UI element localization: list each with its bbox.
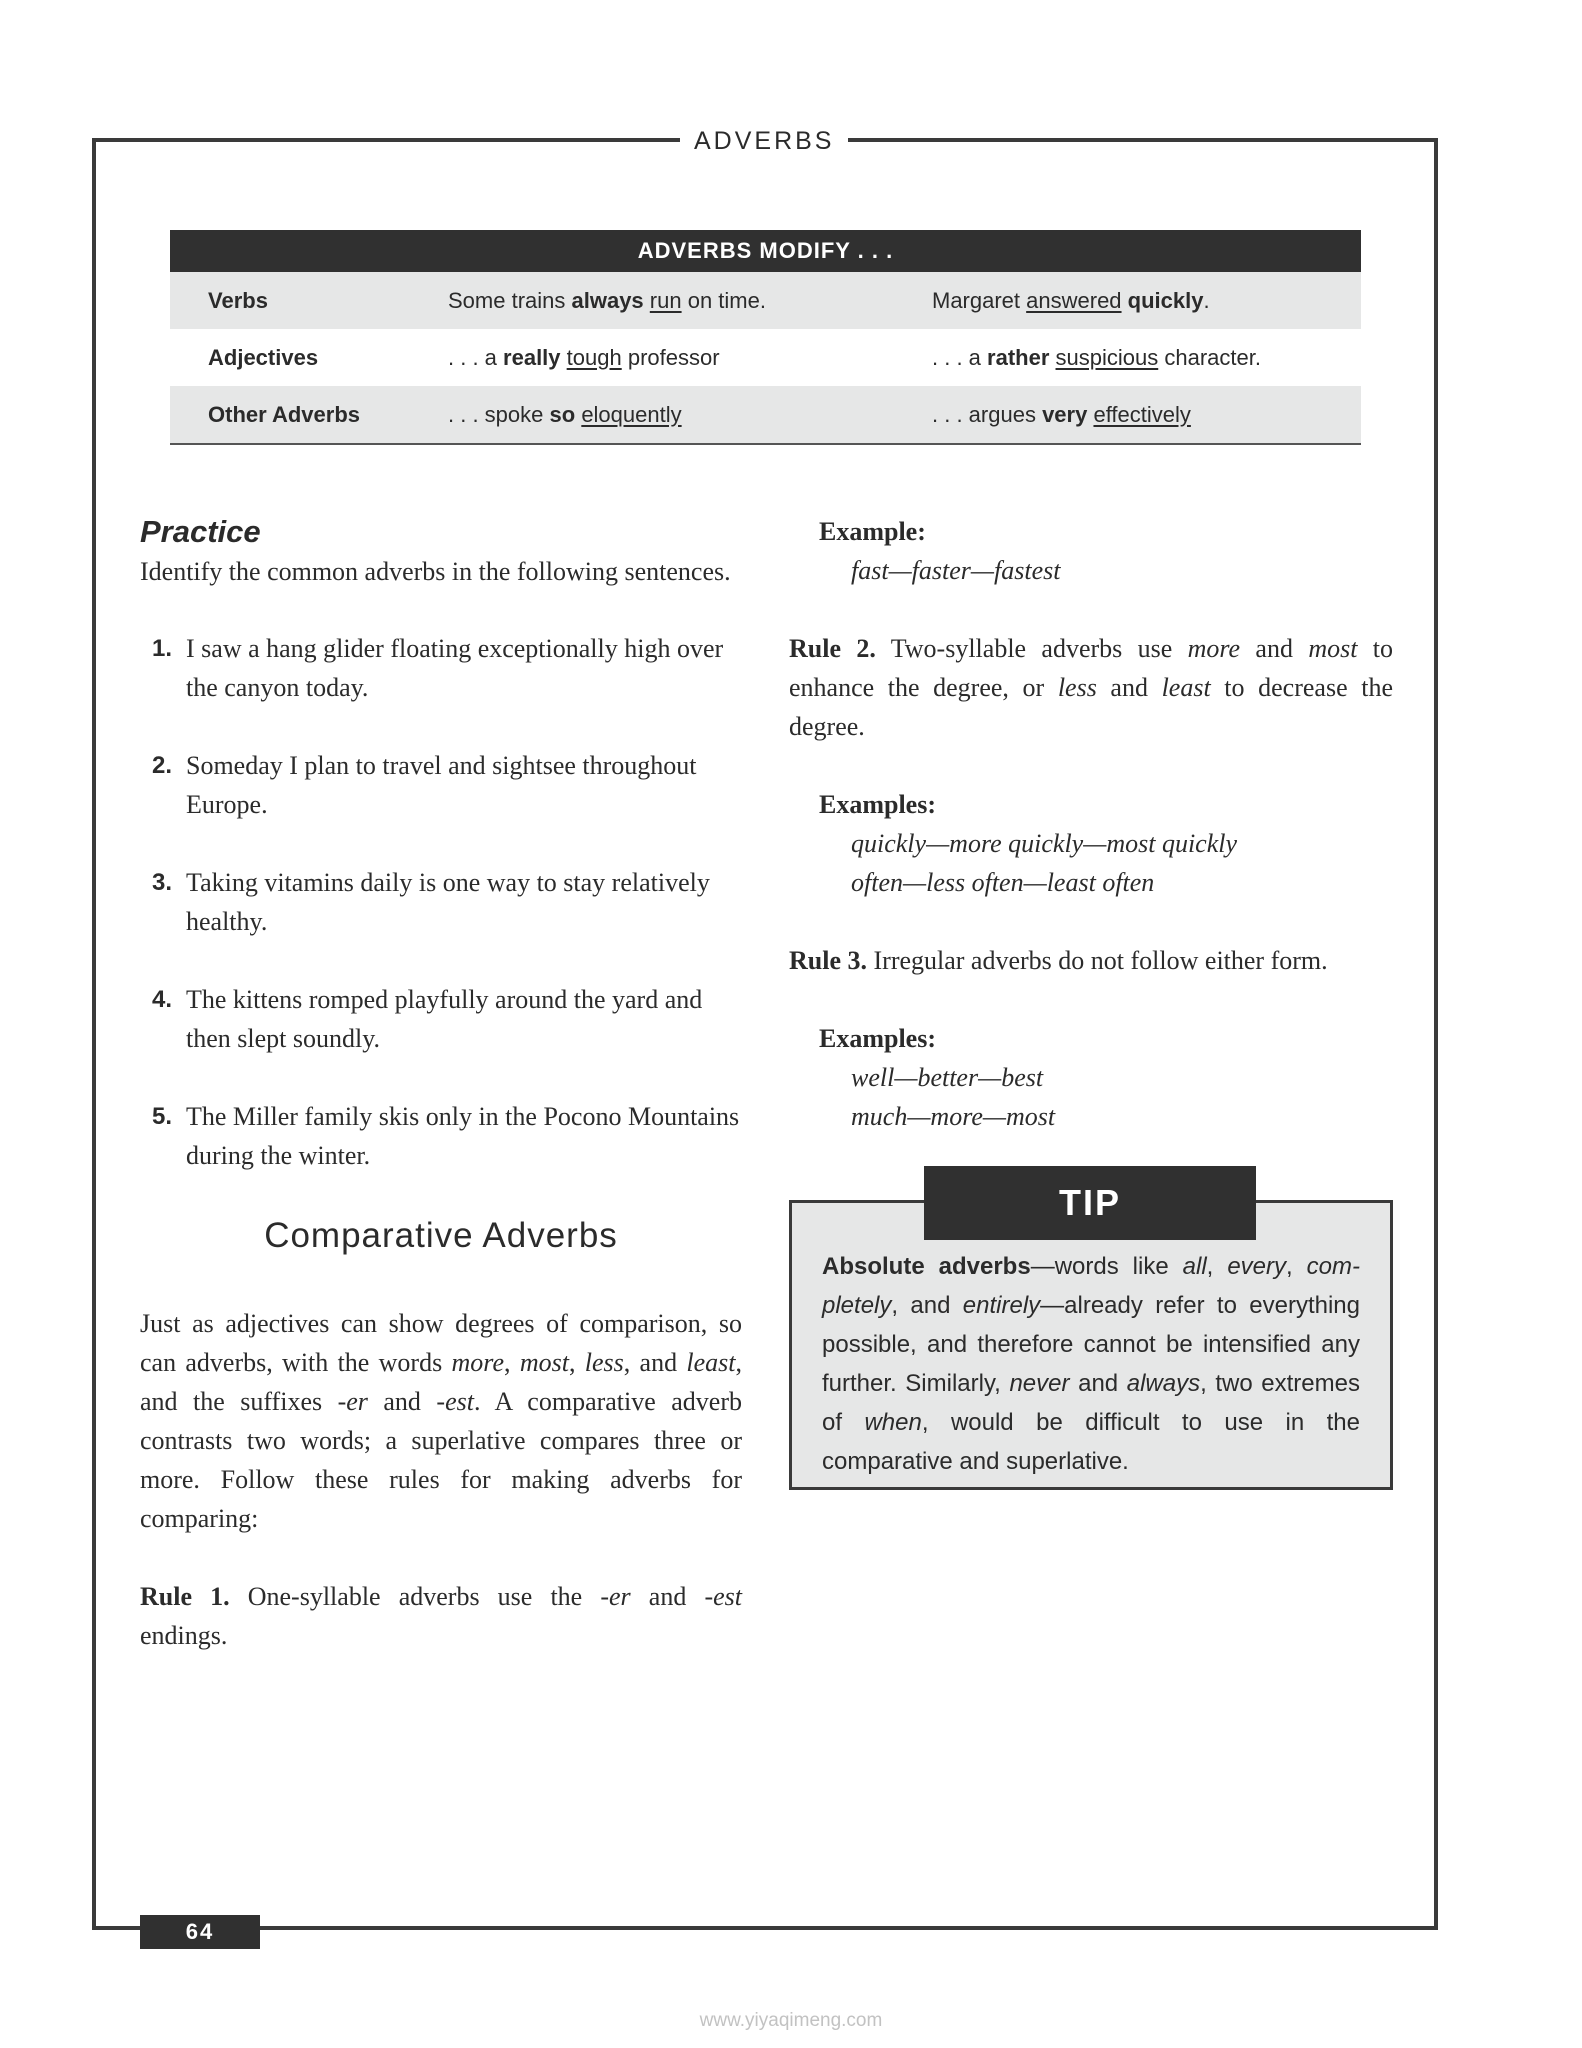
table-example: . . . argues very effectively — [932, 386, 1361, 444]
table-example: Margaret answered quickly. — [932, 272, 1361, 329]
table-example: . . . a really tough professor — [448, 344, 720, 370]
footer-url: www.yiyaqimeng.com — [699, 2010, 883, 2031]
example-line: quickly—more quickly—most quickly — [851, 829, 1238, 858]
table-row — [170, 329, 1361, 386]
table-row — [170, 386, 1361, 444]
practice-list — [140, 629, 742, 1175]
right-column — [789, 512, 1393, 1136]
table-title: ADVERBS MODIFY . . . — [170, 230, 1361, 272]
example-line: often—less often—least often — [851, 868, 1155, 897]
table-example: . . . a rather suspicious character. — [932, 344, 1261, 370]
table-example: Some trains always run on time. — [448, 272, 932, 329]
examples-label: Examples: — [819, 1024, 936, 1053]
adverbs-modify-table — [170, 230, 1361, 445]
table-category: Adjectives — [208, 344, 319, 370]
tip-label: TIP — [924, 1166, 1256, 1240]
page-number: 64 — [140, 1915, 260, 1949]
rule-3: Rule 3. Irregular adverbs do not follow either form. — [789, 946, 1328, 975]
example-label: Example: — [819, 517, 926, 546]
comparative-title: Comparative Adverbs — [264, 1216, 618, 1255]
list-item: 5. The Miller family skis only in the Pocono Mountains during the winter. — [152, 1102, 740, 1170]
example-line: much—more—most — [851, 1102, 1056, 1131]
example-line: fast—faster—fastest — [851, 556, 1061, 585]
list-item: 2. Someday I plan to travel and sightsee throughout Europe. — [152, 751, 697, 819]
practice-title: Practice — [140, 514, 261, 549]
example-line: well—better—best — [851, 1063, 1044, 1092]
list-item: 1. I saw a hang glider floating exceptionally high over the canyon today. — [152, 634, 724, 702]
comparative-paragraph: Just as adjectives can show degrees of comparison, so can adverbs, with the words more, most, less, and least, and the suffixes -er and -est. A comparative adverb contrasts two words; a superlative compares three or more. Follow these rules for making adverbs for comparing: — [140, 1309, 743, 1533]
section-header: ADVERBS — [680, 124, 848, 158]
list-item: 4. The kittens romped playfully around the yard and then slept soundly. — [152, 985, 703, 1053]
left-column — [140, 512, 742, 1694]
practice-intro: Identify the common adverbs in the following sentences. — [140, 557, 731, 586]
table-example: . . . spoke so eloquently — [448, 386, 932, 444]
table-row — [170, 272, 1361, 329]
list-item: 3. Taking vitamins daily is one way to stay relatively healthy. — [152, 868, 710, 936]
table-category: Other Adverbs — [170, 386, 448, 444]
rule-1: Rule 1. One-syllable adverbs use the -er and -est endings. — [140, 1582, 742, 1650]
examples-label: Examples: — [819, 790, 936, 819]
rule-2: Rule 2. Two-syllable adverbs use more and most to enhance the degree, or less and least to decrease the degree. — [789, 634, 1393, 741]
table-category: Verbs — [170, 272, 448, 329]
tip-text: Absolute adverbs—words like all, every, com-pletely, and entirely—already refer to everything possible, and therefore cannot be intensified any further. Similarly, never and always, two extremes of when, would be difficult to use in the comparative and superlative. — [822, 1253, 1361, 1475]
